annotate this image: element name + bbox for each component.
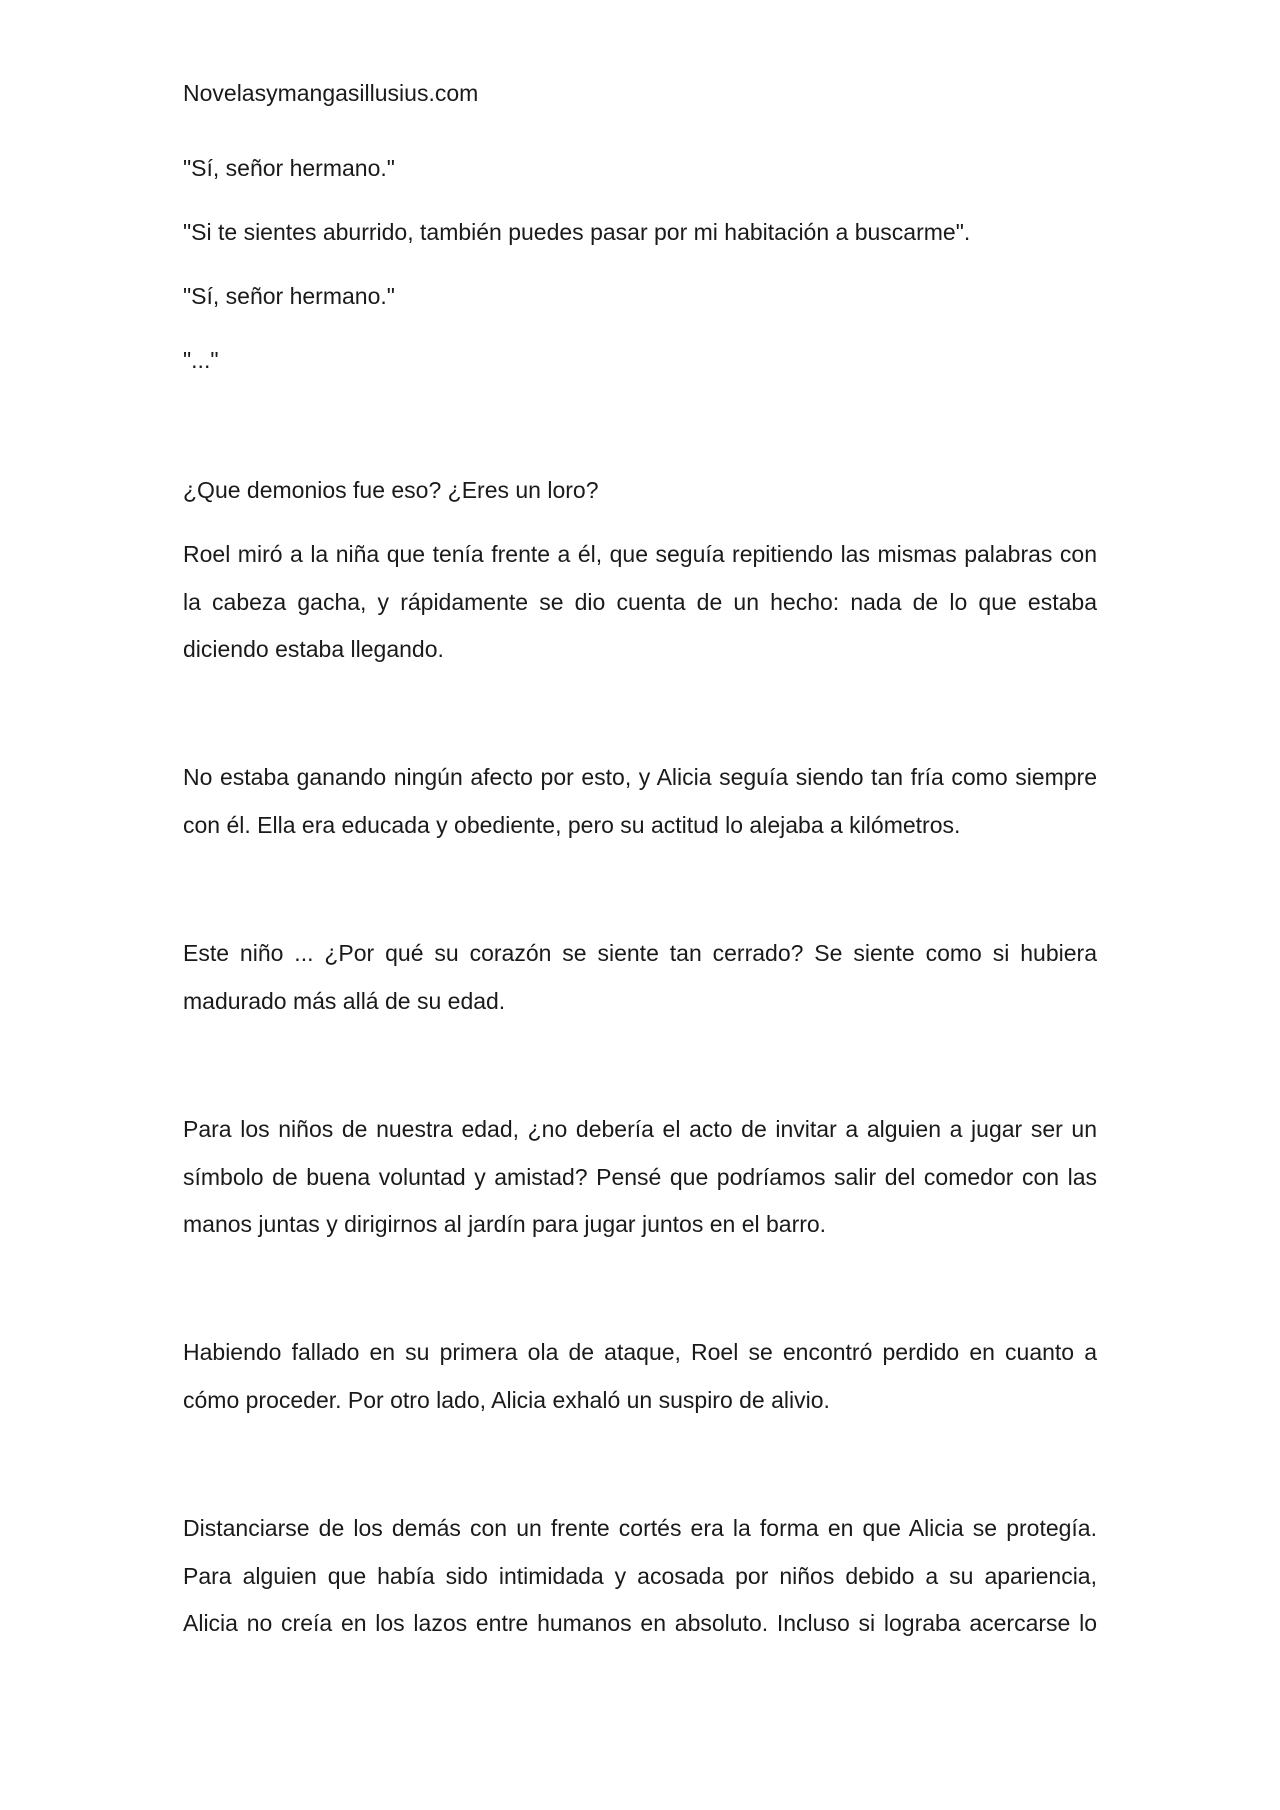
dialogue-line-4: "..." [183, 347, 219, 373]
paragraph-parrot: ¿Que demonios fue eso? ¿Eres un loro? [183, 477, 599, 503]
dialogue-line-3: "Sí, señor hermano." [183, 283, 395, 309]
paragraph-no-affection: No estaba ganando ningún afecto por esto, y Alicia seguía siendo tan fría como siempre con él. Ella era educada y obediente, pero su actitud lo alejaba a kilómetros. [183, 764, 1097, 838]
paragraph-roel-looked: Roel miró a la niña que tenía frente a él, que seguía repitiendo las mismas palabras con la cabeza gacha, y rápidamente se dio cuenta de un hecho: nada de lo que estaba diciendo estaba llegando. [183, 541, 1097, 662]
dialogue-line-2: "Si te sientes aburrido, también puedes pasar por mi habitación a buscarme". [183, 219, 971, 245]
paragraph-failed-attack: Habiendo fallado en su primera ola de ataque, Roel se encontró perdido en cuanto a cómo proceder. Por otro lado, Alicia exhaló un suspiro de alivio. [183, 1339, 1097, 1413]
paragraph-distancing: Distanciarse de los demás con un frente cortés era la forma en que Alicia se protegía. Para alguien que había sido intimidada y acosada por niños debido a su apariencia, Alicia no creía en los lazos entre humanos en absoluto. Incluso si lograba acercarse lo [183, 1515, 1097, 1636]
dialogue-line-1: "Sí, señor hermano." [183, 155, 395, 181]
paragraph-this-child: Este niño ... ¿Por qué su corazón se siente tan cerrado? Se siente como si hubiera madurado más allá de su edad. [183, 940, 1097, 1014]
paragraph-children-age: Para los niños de nuestra edad, ¿no debería el acto de invitar a alguien a jugar ser un símbolo de buena voluntad y amistad? Pensé que podríamos salir del comedor con las manos juntas y dirigirnos al jardín para jugar juntos en el barro. [183, 1116, 1097, 1237]
site-header: Novelasymangasillusius.com [183, 80, 479, 106]
